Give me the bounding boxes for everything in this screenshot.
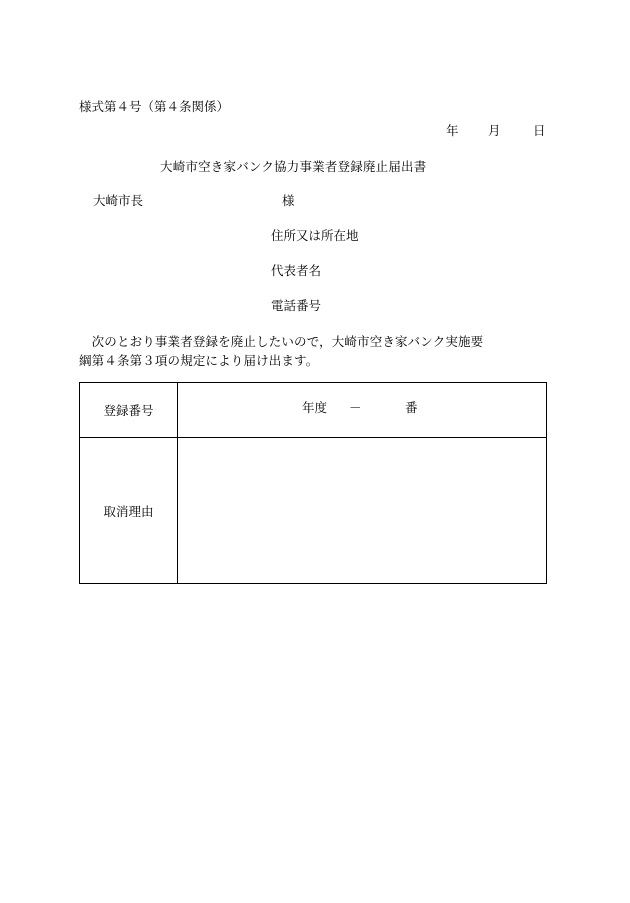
body-paragraph [79, 332, 549, 370]
cancellation-reason-field[interactable] [178, 438, 547, 584]
registration-number-label: 登録番号 [80, 383, 178, 438]
addressee-name: 大崎市長 [93, 193, 144, 208]
registration-number-value[interactable] [178, 383, 547, 438]
form-number: 様式第４号（第４条関係） [79, 99, 230, 114]
date-year-label: 年 [446, 123, 459, 138]
body-line-1: 次のとおり事業者登録を廃止したいので，大崎市空き家バンク実施要 [91, 334, 484, 349]
registration-table [79, 382, 547, 584]
registration-year-label: 年度 [302, 399, 328, 415]
document-title: 大崎市空き家バンク協力事業者登録廃止届出書 [160, 159, 427, 174]
addressee-honorific: 様 [282, 193, 295, 208]
cancellation-reason-label: 取消理由 [80, 438, 178, 584]
cancellation-reason-row [80, 438, 547, 584]
address-field-label: 住所又は所在地 [271, 228, 359, 243]
date-day-label: 日 [533, 123, 546, 138]
phone-field-label: 電話番号 [271, 298, 322, 313]
representative-field-label: 代表者名 [271, 263, 322, 278]
registration-dash: － [349, 399, 362, 415]
registration-number-format [178, 399, 547, 416]
registration-number-row [80, 383, 547, 438]
body-line-2: 綱第４条第３項の規定により届け出ます。 [79, 353, 319, 368]
registration-number-suffix: 番 [405, 399, 418, 415]
date-month-label: 月 [488, 123, 501, 138]
